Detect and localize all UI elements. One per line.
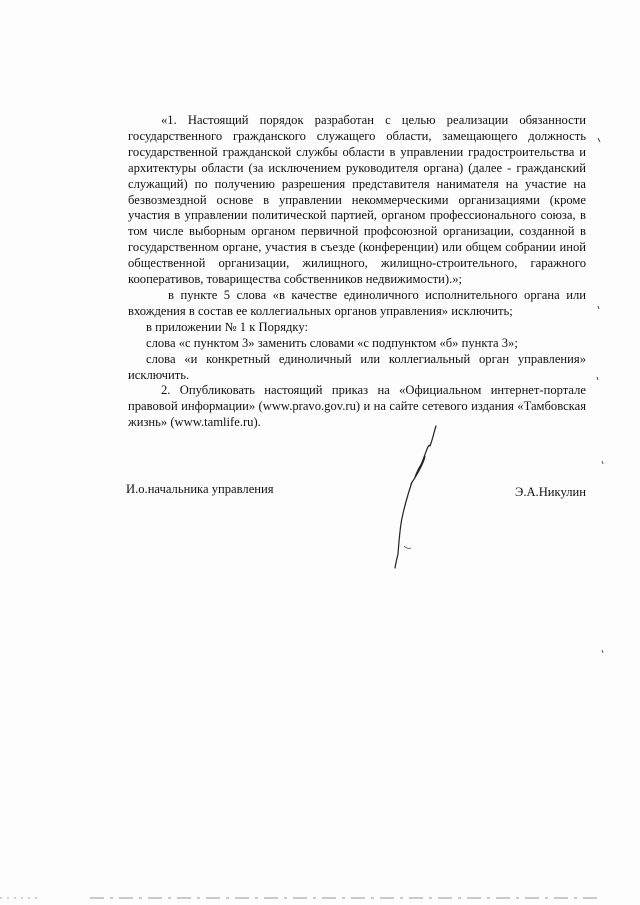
paragraph-replace-words: слова «с пунктом 3» заменить словами «с подпунктом «б» пункта 3»; bbox=[146, 335, 518, 350]
document-body bbox=[128, 113, 586, 431]
handwritten-signature bbox=[378, 418, 448, 578]
position-title: И.о.начальника управления bbox=[126, 482, 274, 496]
paragraph-procedure-purpose: «1. Настоящий порядок разработан с целью реализации обязанности государственного гражданского служащего области, замещающего должность государственной гражданской службы области в управлении градостроительства и архитектуры области (за исключением руководителя органа) (далее - гражданский служащий) по получению разрешения представителя нанимателя на участие на безвозмездной основе в управлении некоммерческими организациями (кроме участия в управлении политической партией, органом профессионального союза, в том числе выборным органом первичной профсоюзной организации, созданной в государственном органе, участия в съезде (конференции) или общем собрании иной общественной организации, жилищного, жилищно-строительного, гаражного кооперативов, товарищества собственников недвижимости).»; bbox=[128, 113, 586, 287]
paragraph-appendix-1: в приложении № 1 к Порядку: bbox=[146, 319, 308, 334]
paragraph-exclude-words: слова «и конкретный единоличный или коллегиальный орган управления» исключить. bbox=[128, 351, 586, 382]
paragraph-point-5-amendment: в пункте 5 слова «в качестве единоличного исполнительного органа или вхождения в состав ее коллегиальных органов управления» исключить; bbox=[128, 287, 586, 318]
paragraph-publication: 2. Опубликовать настоящий приказ на «Официальном интернет-портале правовой информации» (www.pravo.gov.ru) и на сайте сетевого издания «Тамбовская жизнь» (www.tamlife.ru). bbox=[128, 383, 586, 430]
signer-name: Э.А.Никулин bbox=[515, 485, 586, 499]
